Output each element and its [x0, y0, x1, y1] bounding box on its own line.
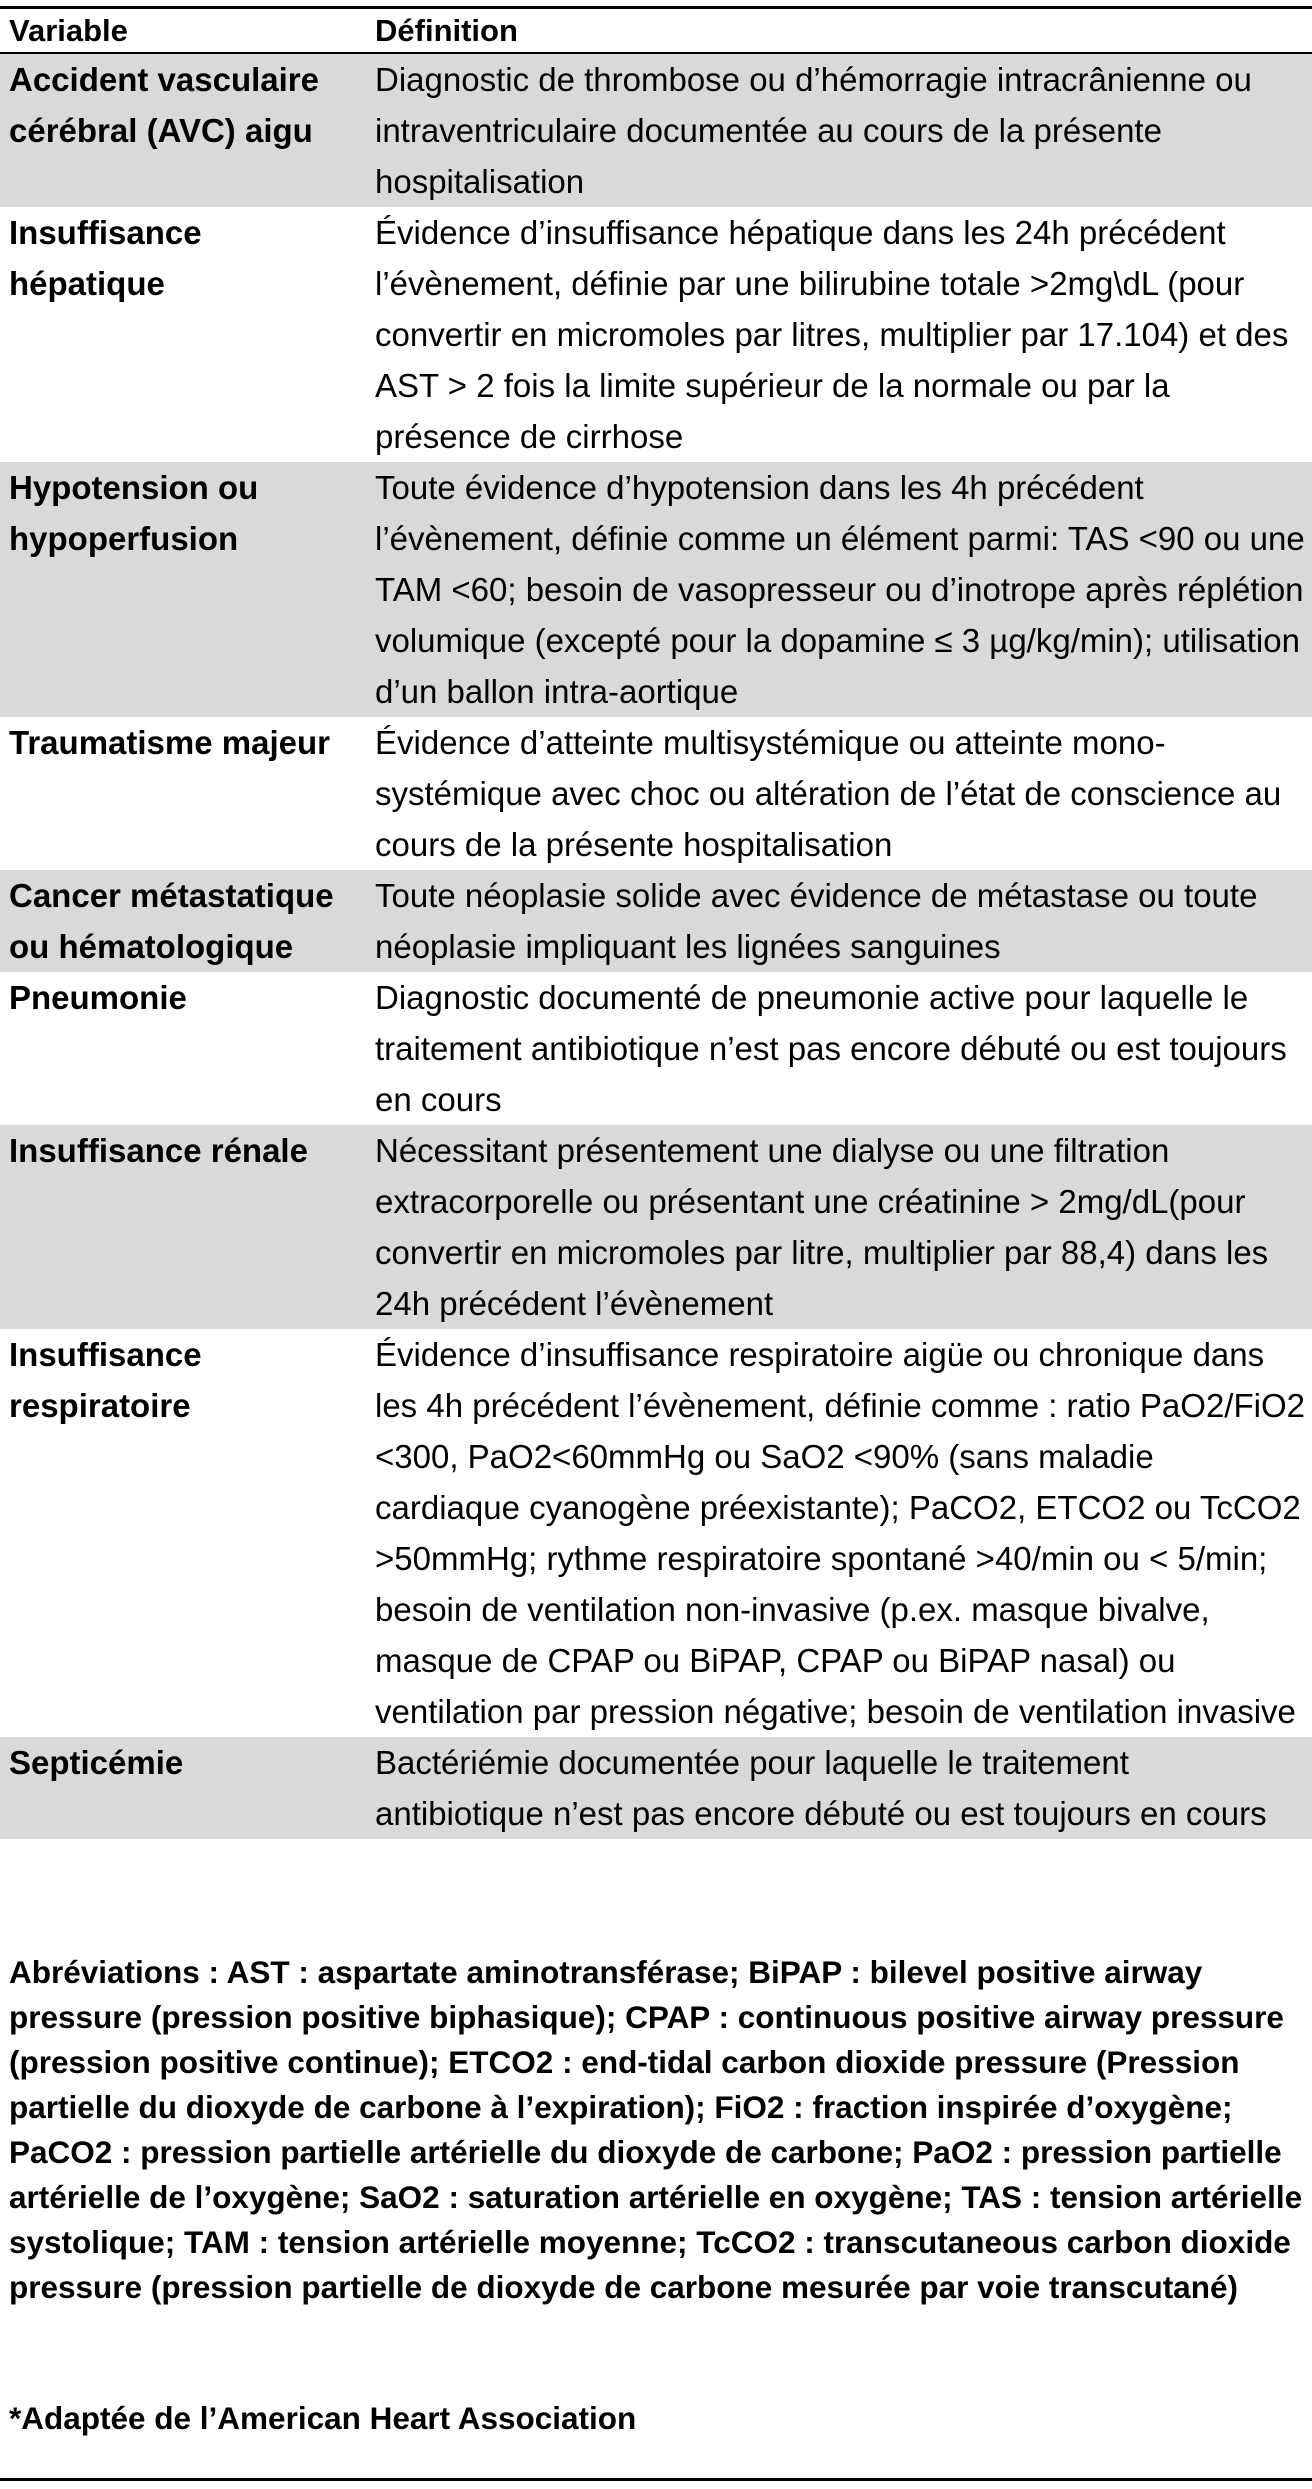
row-definition: Évidence d’atteinte multisystémique ou atteinte mono-systémique avec choc ou altération de l’état de conscience au cours de la présente hospitalisation: [375, 724, 1282, 863]
row-definition: Diagnostic documenté de pneumonie active pour laquelle le traitement antibiotique n’est pas encore débuté ou est toujours en cours: [375, 979, 1287, 1118]
row-definition: Toute évidence d’hypotension dans les 4h précédent l’évènement, définie comme un élément parmi: TAS <90 ou une TAM <60; besoin de vasopresseur ou d’inotrope après réplétion volumique (excepté pour la dopamine ≤ 3 µg/kg/min); utilisation d’un ballon intra-aortique: [366, 462, 1312, 717]
row-variable: Accident vasculaire cérébral (AVC) aigu: [0, 53, 366, 207]
table-row: [0, 870, 1312, 972]
row-variable: Insuffisance respiratoire: [9, 1336, 202, 1424]
row-definition: Évidence d’insuffisance hépatique dans les 24h précédent l’évènement, définie par une bilirubine totale >2mg\dL (pour convertir en micromoles par litres, multiplier par 17.104) et des AST > 2 fois la limite supérieur de la normale ou par la présence de cirrhose: [375, 214, 1289, 455]
source-footnote: *Adaptée de l’American Heart Association: [9, 2400, 637, 2436]
table-row: [0, 207, 1312, 462]
table-header-row: [0, 9, 1312, 53]
column-header-definition: Définition: [375, 13, 518, 48]
definitions-table: [0, 9, 1312, 1839]
table-row: [0, 53, 1312, 207]
table-bottom-rule: [0, 2478, 1312, 2481]
table-row: [0, 1329, 1312, 1737]
table-row: [0, 717, 1312, 870]
table-row: [0, 1737, 1312, 1839]
row-definition: Nécessitant présentement une dialyse ou une filtration extracorporelle ou présentant une créatinine > 2mg/dL(pour convertir en micromoles par litre, multiplier par 88,4) dans les 24h précédent l’évènement: [366, 1125, 1312, 1329]
row-definition: Évidence d’insuffisance respiratoire aigüe ou chronique dans les 4h précédent l’évènement, définie comme : ratio PaO2/FiO2 <300, PaO2<60mmHg ou SaO2 <90% (sans maladie cardiaque cyanogène préexistante); PaCO2, ETCO2 ou TcCO2 >50mmHg; rythme respiratoire spontané >40/min ou < 5/min; besoin de ventilation non-invasive (p.ex. masque bivalve, masque de CPAP ou BiPAP, CPAP ou BiPAP nasal) ou ventilation par pression négative; besoin de ventilation invasive: [375, 1336, 1305, 1730]
row-variable: Traumatisme majeur: [9, 724, 330, 761]
row-variable: Cancer métastatique ou hématologique: [0, 870, 366, 972]
row-variable: Pneumonie: [9, 979, 187, 1016]
row-definition: Toute néoplasie solide avec évidence de métastase ou toute néoplasie impliquant les lignées sanguines: [366, 870, 1312, 972]
table-row: [0, 972, 1312, 1125]
row-variable: Insuffisance hépatique: [9, 214, 202, 302]
row-variable: Hypotension ou hypoperfusion: [0, 462, 366, 717]
row-variable: Septicémie: [0, 1737, 366, 1839]
row-definition: Diagnostic de thrombose ou d’hémorragie intracrânienne ou intraventriculaire documentée au cours de la présente hospitalisation: [366, 53, 1312, 207]
table-row: [0, 1125, 1312, 1329]
row-variable: Insuffisance rénale: [0, 1125, 366, 1329]
column-header-variable: Variable: [9, 13, 128, 48]
abbreviations-note: Abréviations : AST : aspartate aminotransférase; BiPAP : bilevel positive airway pressure (pression positive biphasique); CPAP : continuous positive airway pressure (pression positive continue); ETCO2 : end-tidal carbon dioxide pressure (Pression partielle du dioxyde de carbone à l’expiration); FiO2 : fraction inspirée d’oxygène; PaCO2 : pression partielle artérielle du dioxyde de carbone; PaO2 : pression partielle artérielle de l’oxygène; SaO2 : saturation artérielle en oxygène; TAS : tension artérielle systolique; TAM : tension artérielle moyenne; TcCO2 : transcutaneous carbon dioxide pressure (pression partielle de dioxyde de carbone mesurée par voie transcutané): [9, 1954, 1303, 2305]
row-definition: Bactériémie documentée pour laquelle le traitement antibiotique n’est pas encore débuté ou est toujours en cours: [366, 1737, 1312, 1839]
table-row: [0, 462, 1312, 717]
